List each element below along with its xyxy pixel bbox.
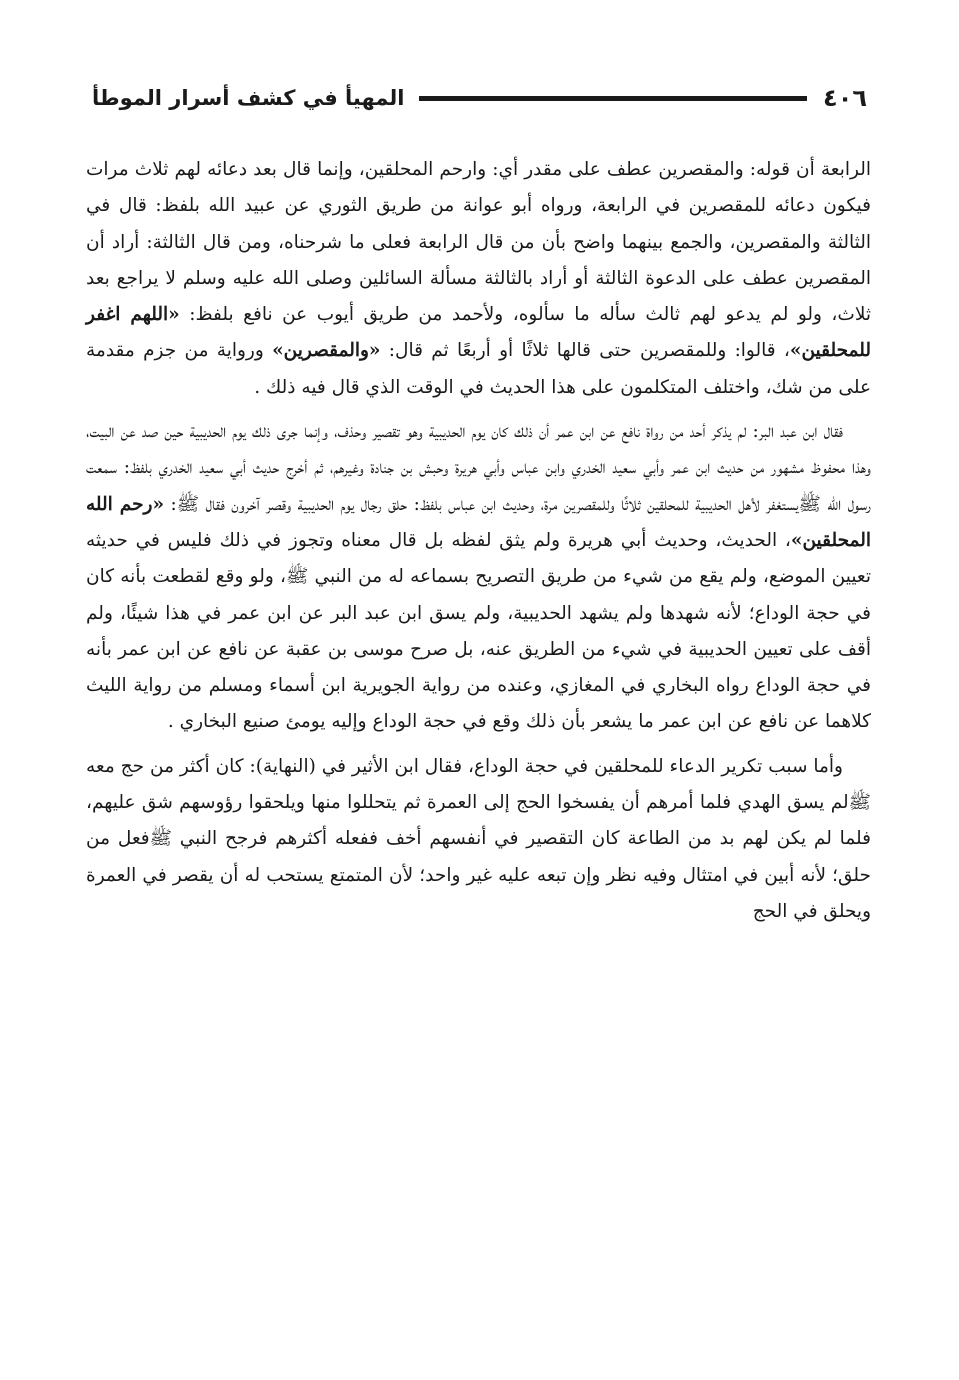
paragraph-segment: ورواية من جزم مقدمة على من شك، واختلف المتكلمون على هذا الحديث في الوقت الذي قال فيه ذلك . [86,340,871,398]
quoted-hadith: «والمقصرين» [272,340,381,362]
paragraph-segment: الرابعة أن قوله: والمقصرين عطف على مقدر أي: وارحم المحلقين، وإنما قال بعد دعائه لهم ثلاث مرات فيكون دعائه للمقصرين في الرابعة، ورواه أبو عوانة من طريق الثوري عن عبيد الله بلفظ: قال في الثالثة والمقصرين، والجمع بينهما واضح بأن من قال الرابعة فعلى ما شرحناه، ومن قال الثالثة: أراد أن المقصرين عطف على الدعوة الثالثة أو أراد بالثالثة مسألة السائلين وصلى الله عليه وسلم لا يراجع بعد ثلاث، ولو لم يدعو لهم ثالث سأله ما سألوه، ولأحمد من طريق أيوب عن نافع بلفظ: [86,159,872,326]
page-number: ٤٠٦ [823,84,867,112]
quoted-hadith: «رحم الله المحلقين» [86,493,871,551]
quoted-hadith: «اللهم اغفر للمحلقين» [86,304,871,362]
page-header [92,78,867,118]
paragraph-3 [86,749,871,930]
paragraph-segment: ، قالوا: وللمقصرين حتى قالها ثلاثًا أو أربعًا ثم قال: [380,340,790,362]
paragraph-2 [86,414,871,741]
header-rule [419,96,808,101]
paragraph-segment: ، الحديث، وحديث أبي هريرة ولم يثق لفظه بل قال معناه وتجوز في ذلك فليس في حديثه تعيين الموضع، ولم يقع من شيء من طريق التصريح بسماعه له من النبي ﷺ، ولو وقع لقطعت بأنه كان في حجة الوداع؛ لأنه شهدها ولم يشهد الحديبية، ولم يسق ابن عبد البر عن ابن عمر في هذا شيئًا، ولم أقف على تعيين الحديبية في شيء من الطريق عنه، بل صرح موسى بن عقبة عن نافع عن ابن عمر بأنه في حجة الوداع رواه البخاري في المغازي، وعنده من رواية الجويرية ابن أسماء ومسلم من رواية الليث كلاهما عن نافع عن ابن عمر ما يشعر بأن ذلك وقع في حجة الوداع وإليه يومئ صنيع البخاري . [86,529,871,733]
paragraph-1 [86,152,871,406]
paragraph-segment: وأما سبب تكرير الدعاء للمحلقين في حجة الوداع، فقال ابن الأثير في (النهاية): كان أكثر من حج معه ﷺلم يسق الهدي فلما أمرهم أن يفسخوا الحج إلى العمرة ثم يتحللوا منها ويلحقوا رؤوسهم شق عليهم، فلما لم يكن لهم بد من الطاعة كان التقصير في أنفسهم أخف ففعله أكثرهم فرجح النبي ﷺفعل من حلق؛ لأنه أبين في امتثال وفيه نظر وإن تبعه عليه غير واحد؛ لأن المتمتع يستحب له أن يقصر في العمرة ويحلق في الحج [86,755,871,922]
running-title: المهيأ في كشف أسرار الموطأ [92,86,405,110]
body-text [86,152,871,930]
paragraph-segment: فقال ابن عبد البر: لم يذكر أحد من رواة نافع عن ابن عمر أن ذلك كان يوم الحديبية وهو تقصير وحذف، وإنما جرى ذلك يوم الحديبية حين صد عن البيت، وهذا محفوظ مشهور من حديث ابن عمر وأبي سعيد الخدري وابن عباس وأبي هريرة وحبش بن جنادة وغيرهم، ثم أخرج حديث أبي سعيد الخدري بلفظ: سمعت رسول الله ﷺيستغفر لأهل الحديبية للمحلقين ثلاثًا وللمقصرين مرة، وحديث ابن عباس بلفظ: حلق رجال يوم الحديبية وقصر آخرون فقال ﷺ: [86,421,871,515]
